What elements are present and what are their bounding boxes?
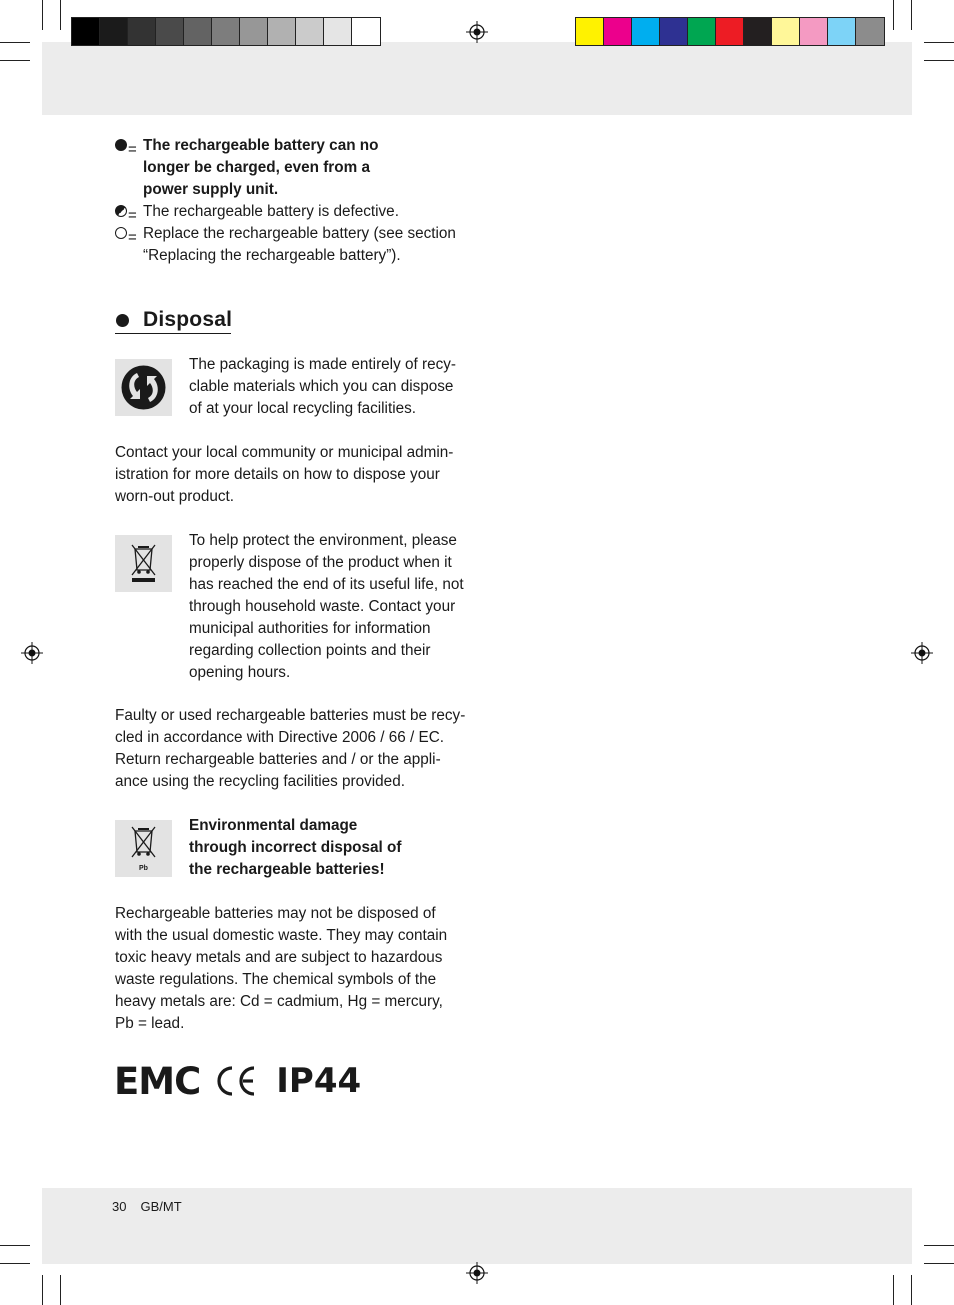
led-half-icon (115, 205, 127, 217)
locale-code: GB/MT (140, 1199, 182, 1214)
grayscale-swatch (184, 18, 212, 45)
led-item-defective: = The rechargeable battery is defective. (115, 201, 473, 227)
environment-text: To help protect the environment, please properly dispose of the product when it has reached the end of its useful life, not through household waste. Contact your municipal authorities for information regarding collection points and their opening hours. (189, 532, 464, 681)
contact-text: Contact your local community or municipal admin- istration for more details on how to dispose your worn-out product. (115, 444, 454, 505)
battery-warning-text: Environmental damage through incorrect disposal of the rechargeable batteries! (189, 817, 402, 878)
header-band (42, 42, 912, 115)
grayscale-swatch (324, 18, 352, 45)
led-text-line: The rechargeable battery is defective. (143, 203, 399, 220)
led-item-no-charge: = The rechargeable battery can no longer be charged, even from a power supply unit. (115, 135, 463, 201)
page-footer (112, 1197, 182, 1217)
led-filled-icon (115, 139, 127, 151)
section-title-underline (115, 333, 231, 334)
process-swatch (828, 18, 856, 45)
process-swatch (744, 18, 772, 45)
led-text-line: power supply unit. (143, 181, 279, 198)
grayscale-swatch (268, 18, 296, 45)
grayscale-swatch (100, 18, 128, 45)
section-bullet-icon (116, 314, 129, 327)
process-swatch (800, 18, 828, 45)
crossed-bin-battery-icon (115, 820, 172, 877)
weee-symbol-box (115, 535, 172, 592)
section-title: Disposal (143, 308, 233, 331)
ce-mark-icon (214, 1063, 262, 1099)
process-swatch (660, 18, 688, 45)
grayscale-swatch (352, 18, 380, 45)
certification-marks (114, 1060, 361, 1102)
process-swatch (856, 18, 884, 45)
led-text-line: Replace the rechargeable battery (see section (143, 225, 456, 242)
grayscale-swatch (212, 18, 240, 45)
emc-mark: EMC (114, 1059, 201, 1103)
recycling-symbol-box (115, 359, 172, 416)
process-swatch (688, 18, 716, 45)
registration-mark-icon (911, 642, 933, 664)
grayscale-swatch (72, 18, 100, 45)
ip44-mark: IP44 (276, 1061, 362, 1101)
battery-weee-symbol-box (115, 820, 172, 877)
process-swatch (576, 18, 604, 45)
packaging-text: The packaging is made entirely of recy- clable materials which you can dispose of at your local recycling facilities. (189, 356, 456, 417)
led-text-line: longer be charged, even from a (143, 159, 370, 176)
registration-mark-icon (21, 642, 43, 664)
grayscale-swatch (240, 18, 268, 45)
grayscale-swatch (296, 18, 324, 45)
process-swatch (632, 18, 660, 45)
led-text-line: “Replacing the rechargeable battery”). (143, 247, 401, 264)
pb-label: Pb (139, 865, 148, 872)
green-dot-recycling-icon (115, 359, 172, 416)
crossed-bin-icon (115, 535, 172, 592)
process-swatch (604, 18, 632, 45)
process-swatch (716, 18, 744, 45)
grayscale-swatch (156, 18, 184, 45)
led-empty-icon (115, 227, 127, 239)
heavy-metals-text: Rechargeable batteries may not be disposed of with the usual domestic waste. They may contain toxic heavy metals and are subject to hazardous waste regulations. The chemical symbols of the heavy metals are: Cd = cadmium, Hg = mercury, Pb = lead. (115, 905, 448, 1032)
process-color-bar (575, 17, 885, 46)
registration-mark-icon (466, 1262, 488, 1284)
led-text-line: The rechargeable battery can no (143, 137, 379, 154)
grayscale-swatch (128, 18, 156, 45)
registration-mark-icon (466, 21, 488, 43)
battery-recycle-text: Faulty or used rechargeable batteries must be recy- cled in accordance with Directive 2006 / 66 / EC. Return rechargeable batteries and / or the appli- ance using the recycling facilities provided. (115, 707, 466, 790)
led-item-replace: = Replace the rechargeable battery (see section “Replacing the rechargeable battery”). (115, 223, 473, 267)
process-swatch (772, 18, 800, 45)
page-number: 30 (112, 1199, 127, 1214)
grayscale-color-bar (71, 17, 381, 46)
